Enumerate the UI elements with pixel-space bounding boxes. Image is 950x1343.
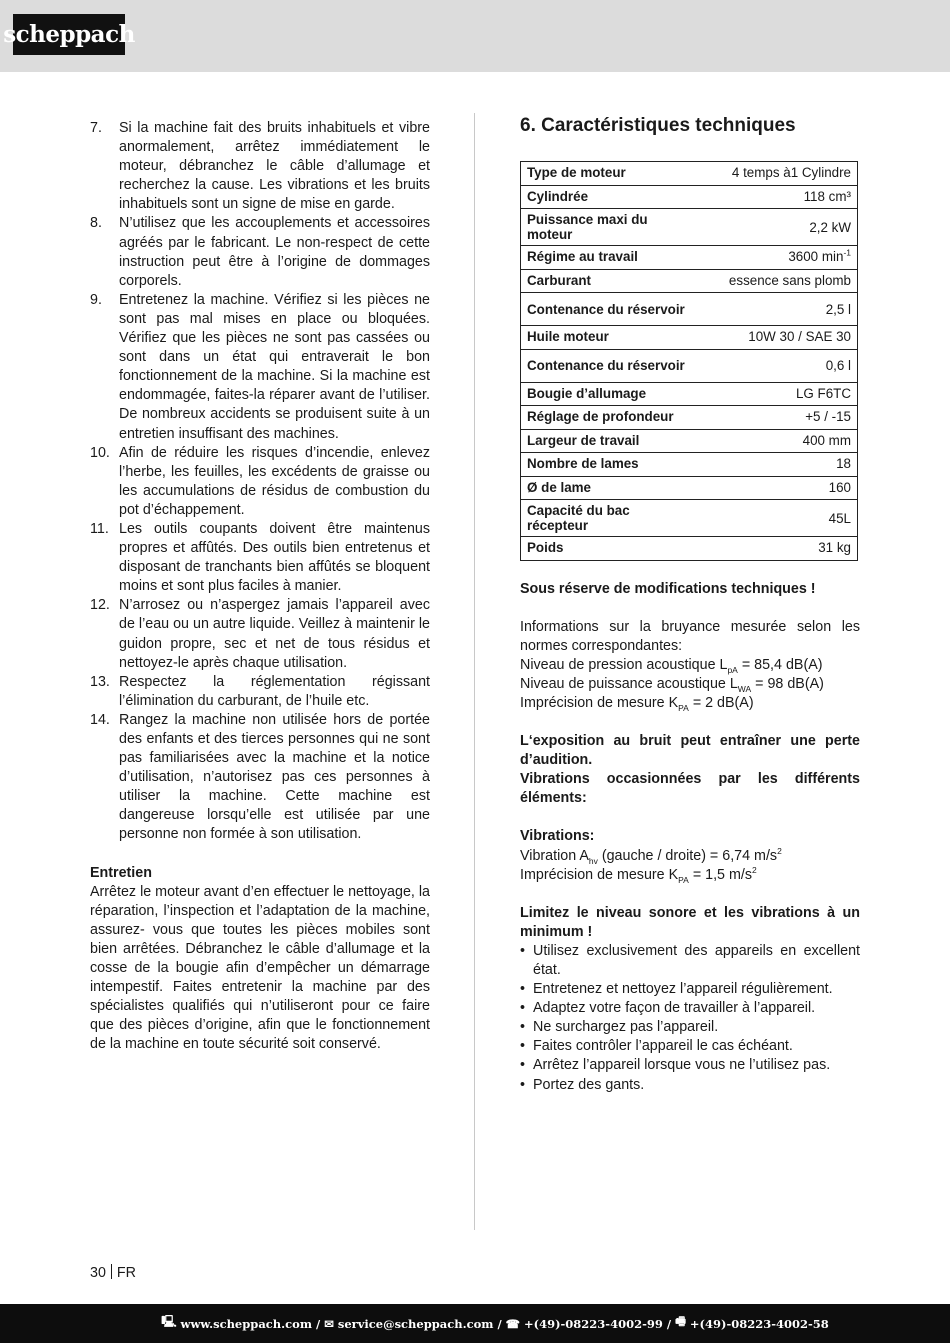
entretien-title: Entretien [90,864,152,881]
bullet-text: Entretenez et nettoyez l’appareil régulièrement. [533,981,833,998]
spec-key: Cylindrée [521,185,699,209]
spec-key: Largeur de travail [521,429,699,453]
bullet-icon: • [520,1038,526,1055]
bullet-icon: • [520,1019,526,1036]
list-item [520,999,860,1018]
spec-key: Carburant [521,269,699,293]
list-text: N’arrosez ou n’aspergez jamais l’appareil avec de l’eau ou un autre liquide. Veillez à maintenir le guidon propre, sec et net de tous résidus et nettoyez-le après chaque utilisation. [119,597,430,671]
list-number: 14. [90,711,110,728]
list-item [520,1037,860,1056]
noise-power: Niveau de puissance acoustique $L_{WA} = 98$ dB(A) [520,675,824,694]
list-number: 7. [90,120,102,136]
list-item [90,596,430,672]
noise-warning: L‘exposition au bruit peut entraîner une perte d’audition. [520,733,860,769]
list-text: Respectez la réglementation régissant l’élimination du carburant, de l’huile etc. [119,673,430,709]
computer-icon: 🖳 [161,1314,177,1328]
list-text: N’utilisez que les accouplements et accessoires agréés par le fabricant. Le non-respect de cette instruction peut être à l’origine de dommages corporels. [119,215,430,289]
list-item [90,214,430,290]
list-number: 13. [90,673,110,690]
noise-intro: Informations sur la bruyance mesurée selon les normes correspondantes: [520,618,860,654]
spec-value: 2,2 kW [698,209,858,246]
table-row [521,326,858,350]
spec-value: 10W 30 / SAE 30 [698,326,858,350]
table-row [521,246,858,270]
bullet-icon: • [520,942,526,959]
list-item [90,291,430,444]
list-item [520,1076,860,1095]
list-number: 11. [90,520,109,537]
table-row [521,406,858,430]
page-footer: 🖳 www.scheppach.com / ✉ service@scheppach.com / ☎ +(49)-08223-4002-99 / 🖷 +(49)-08223-4002-58 [0,1304,950,1343]
spec-key: Capacité du bac récepteur [521,500,699,537]
page-header [0,0,950,72]
column-divider [474,113,475,1230]
list-item [90,711,430,845]
vibration-uncertainty: Imprécision de mesure $K_{PA} = 1,5$ $m/s^2$ [520,864,757,885]
table-row [521,349,858,382]
table-row [521,185,858,209]
spec-value: LG F6TC [698,382,858,406]
spec-value: 18 [698,453,858,477]
list-text: Rangez la machine non utilisée hors de portée des enfants et des tierces personnes qui ne sont pas familiarisées avec la machine et la notice d’utilisation, n’autorisez pas ces personnes à utiliser la machine. Cette machine est dangereuse lorsqu’elle est utilisée par une personne non formée à son utilisation. [119,711,430,843]
list-number: 8. [90,215,102,232]
list-number: 9. [90,291,102,308]
bullet-icon: • [520,981,526,998]
page-number: 30 FR [90,1265,136,1281]
bullet-text: Portez des gants. [533,1076,645,1093]
limit-bullets [520,942,860,1095]
footer-mail[interactable]: service@scheppach.com [337,1316,494,1331]
reserve-note: Sous réserve de modifications techniques ! [520,580,816,597]
list-number: 10. [90,444,110,461]
spec-value: 3600 $\min^{-1}$ [698,246,858,270]
list-item [520,942,860,980]
footer-web[interactable]: www.scheppach.com [180,1316,312,1331]
spec-key: Type de moteur [521,162,699,186]
vibration-value: Vibration $A_{hv}$ (gauche / droite) = 6,74 $m/s^2$ [520,845,782,866]
mail-icon: ✉ [324,1316,334,1331]
list-item [520,980,860,999]
bullet-text: Ne surchargez pas l’appareil. [533,1019,719,1036]
list-item [520,1018,860,1037]
spec-value: essence sans plomb [698,269,858,293]
spec-value: 160 [698,476,858,500]
bullet-text: Adaptez votre façon de travailler à l’appareil. [533,1000,816,1017]
table-row [521,209,858,246]
spec-key: Poids [521,537,699,561]
spec-value: 118 cm³ [698,185,858,209]
list-text: Si la machine fait des bruits inhabituels et vibre anormalement, arrêtez immédiatement le moteur, débranchez le câble d’allumage et recherchez la cause. Les vibrations et les bruits inhabituels sont un signe de mise en garde. [119,120,430,213]
list-item [520,1056,860,1075]
vibration-intro: Vibrations occasionnées par les différents éléments: [520,771,860,807]
left-column [90,119,430,1055]
table-row [521,293,858,326]
bullet-text: Faites contrôler l’appareil le cas échéant. [533,1038,793,1055]
spec-key: Puissance maxi du moteur [521,209,699,246]
list-item [90,444,430,520]
spec-value: 4 temps à1 Cylindre [698,162,858,186]
table-row [521,162,858,186]
table-row [521,500,858,537]
bullet-text: Arrêtez l’appareil lorsque vous ne l’utilisez pas. [533,1057,831,1074]
spec-key: Huile moteur [521,326,699,350]
spec-value: 0,6 l [698,349,858,382]
phone-icon: ☎ [505,1316,520,1331]
spec-value: +5 / -15 [698,406,858,430]
footer-phone: +(49)-08223-4002-99 [524,1316,663,1331]
spec-value: 2,5 l [698,293,858,326]
table-row [521,537,858,561]
table-row [521,429,858,453]
spec-value: 400 mm [698,429,858,453]
table-row [521,453,858,477]
spec-key: Nombre de lames [521,453,699,477]
footer-fax: +(49)-08223-4002-58 [689,1316,829,1331]
fax-icon: 🖷 [675,1314,686,1328]
list-text: Afin de réduire les risques d’incendie, enlevez l’herbe, les feuilles, les excédents de graisse ou les accumulations de résidus de combustion du pot d’échappement. [119,444,430,518]
bullet-text: Utilisez exclusivement des appareils en excellent état. [533,942,860,978]
spec-value: 45L [698,500,858,537]
spec-key: Réglage de profondeur [521,406,699,430]
table-row [521,382,858,406]
spec-key: Régime au travail [521,246,699,270]
vibrations-title: Vibrations: [520,828,595,845]
list-item [90,520,430,596]
safety-list [90,119,430,845]
list-text: Entretenez la machine. Vérifiez si les pièces ne sont pas mal mises en place ou bloquées. Vérifiez que les pièces ne sont pas cassées ou sont dans un état qui entraverait le bon fonctionnement de la machine. Si la machine est endommagée, faites-la réparer avant de l’utiliser. De nombreux accidents se produisent suite à un entretien insuffisant des machines. [119,291,430,442]
limit-title: Limitez le niveau sonore et les vibrations à un minimum ! [520,904,860,940]
list-number: 12. [90,597,110,614]
noise-uncertainty: Imprécision de mesure $K_{PA} = 2$ dB(A) [520,694,754,713]
spec-key: Bougie d’allumage [521,382,699,406]
bullet-icon: • [520,1076,526,1093]
right-column [520,112,860,1095]
noise-pressure: Niveau de pression acoustique $L_{pA} = 85,4$ dB(A) [520,656,823,675]
spec-value: 31 kg [698,537,858,561]
entretien-text: Arrêtez le moteur avant d’en effectuer le nettoyage, la réparation, l’inspection et l’adaptation de la machine, assurez- vous que toutes les pièces mobiles sont bien arrêtées. Débranchez le câble d’allumage et la cosse de la bougie afin d’empêcher un démarrage intempestif. Faites entretenir la machine par des spécialistes qualifiés qui n’utiliseront pour ce faire que des pièces d’origine, afin que le fonctionnement de la machine en toute sécurité soit conservé. [90,883,430,1053]
tech-specs-title: 6. Caractéristiques techniques [520,115,796,136]
bullet-icon: • [520,1057,526,1074]
list-text: Les outils coupants doivent être maintenus propres et affûtés. Des outils bien entretenus et disposant de tranchants bien affûtés se bloquent moins et sont plus faciles à manier. [119,520,430,595]
spec-key: Contenance du réservoir [521,349,699,382]
table-row [521,269,858,293]
list-item [90,673,430,711]
spec-key: Ø de lame [521,476,699,500]
list-item [90,119,430,214]
brand-logo: scheppach [13,14,125,55]
table-row [521,476,858,500]
bullet-icon: • [520,1000,526,1017]
spec-key: Contenance du réservoir [521,293,699,326]
tech-specs-table [520,161,858,561]
